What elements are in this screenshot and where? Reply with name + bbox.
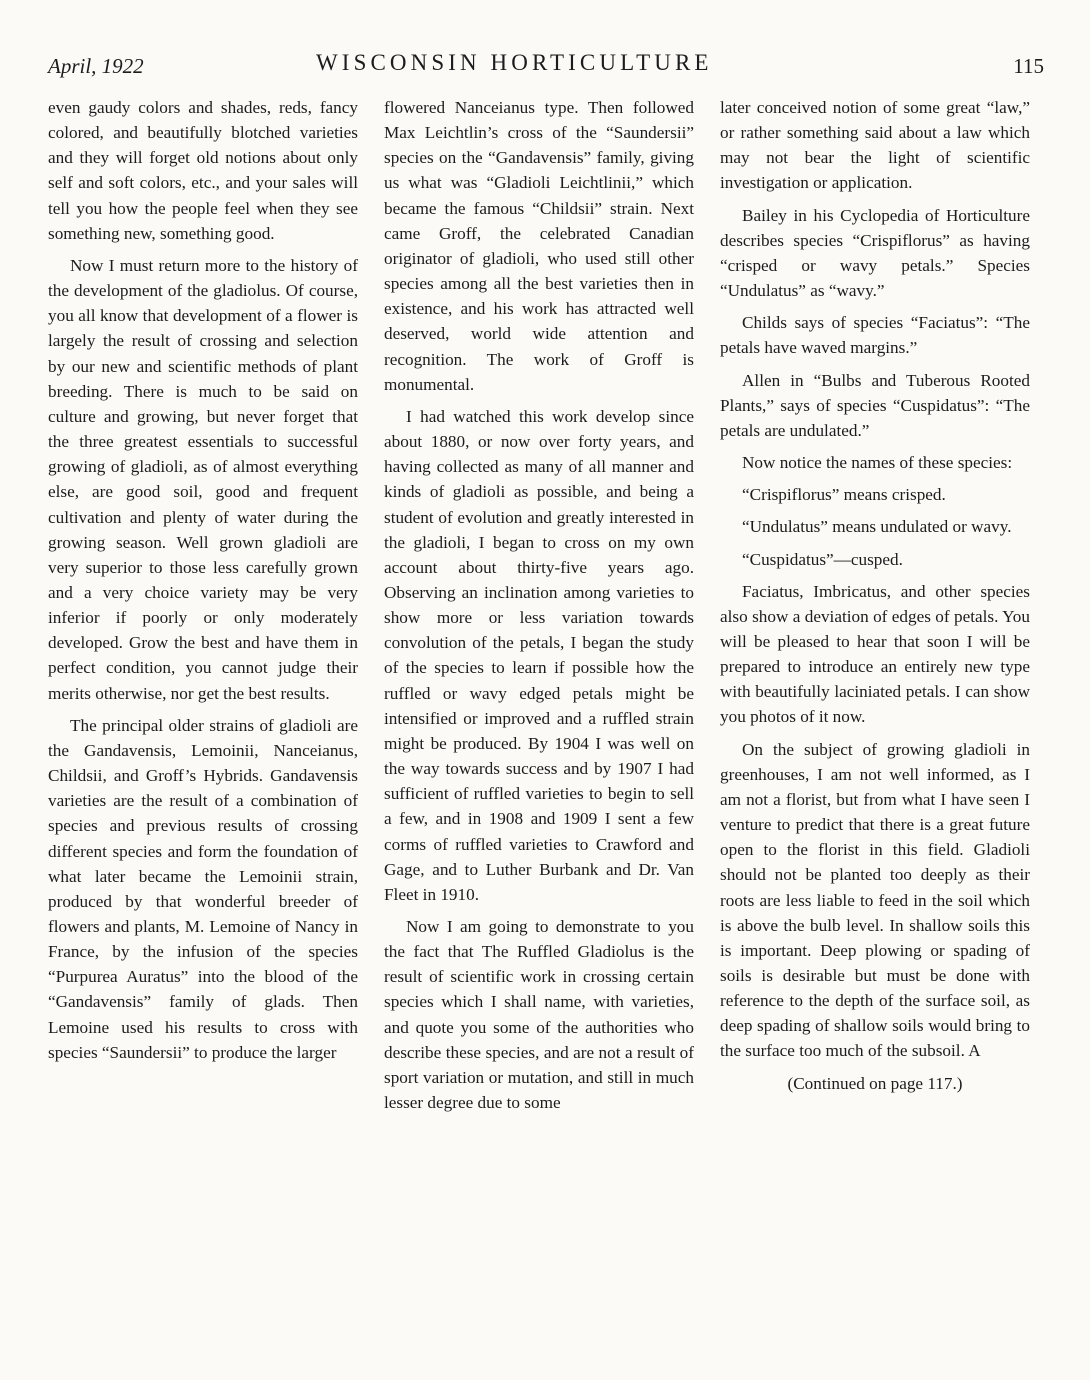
paragraph: Bailey in his Cyclopedia of Horticulture describes species “Crispiflorus” as having “crisped or wavy petals.” Species “Undulatus” as “wavy.” bbox=[720, 205, 1030, 301]
page-number: 115 bbox=[1013, 54, 1044, 78]
paragraph: The principal older strains of gladioli are the Gandavensis, Lemoinii, Nanceianus, Childsii, and Groff’s Hybrids. Gandavensis varieties are the result of a combination of species and previous results of crossing different species and form the foundation of what later became the Lemoinii strain, produced by that wonderful breeder of flowers and plants, M. Lemoine of Nancy in France, by the infusion of the species “Purpurea Auratus” into the blood of the “Gandavensis” family of glads. Then Lemoine used his results to cross with species “Saundersii” to produce the larger bbox=[48, 715, 358, 1062]
issue-date: April, 1922 bbox=[48, 54, 144, 78]
running-head bbox=[48, 50, 1044, 84]
paragraph: flowered Nanceianus type. Then followed Max Leichtlin’s cross of the “Saundersii” species on the “Gandavensis” family, giving us what was “Gladioli Leichtlinii,” which became the famous “Childsii” strain. Next came Groff, the celebrated Canadian originator of gladioli, who used still other species among all the best varieties then in existence, and his work has attracted well deserved, world wide attention and recognition. The work of Groff is monumental. bbox=[384, 98, 694, 394]
paragraph: later conceived notion of some great “law,” or rather something said about a law which may not bear the light of scientific investigation or application. bbox=[720, 98, 1030, 193]
paragraph: Childs says of species “Faciatus”: “The petals have waved margins.” bbox=[720, 313, 1030, 358]
paragraph: “Cuspidatus”—cusped. bbox=[742, 549, 903, 569]
text-column-3 bbox=[720, 95, 1030, 1103]
paragraph: Allen in “Bulbs and Tuberous Rooted Plants,” says of species “Cuspidatus”: “The petals are undulated.” bbox=[720, 370, 1030, 440]
text-column-2 bbox=[384, 95, 694, 1122]
paragraph: Now I must return more to the history of the development of the gladiolus. Of course, you all know that development of a flower is largely the result of crossing and selection by our new and scientific methods of plant breeding. There is much to be said on culture and growing, but never forget that the three greatest essentials to successful growing of gladioli, as of almost everything else, are good soil, good and frequent cultivation and plenty of water during the growing season. Well grown gladioli are very superior to those less carefully grown and a very choice variety may be very inferior if poorly or only moderately developed. Grow the best and have them in perfect condition, you cannot judge their merits otherwise, nor get the best results. bbox=[48, 255, 358, 703]
paragraph: Now notice the names of these species: bbox=[742, 453, 1013, 473]
continued-note: (Continued on page 117.) bbox=[787, 1073, 963, 1093]
paragraph: On the subject of growing gladioli in greenhouses, I am not well informed, as I am not a florist, but from what I have seen I venture to predict that there is a great future open to the florist in this field. Gladioli should not be planted too deeply as their roots are less liable to feed in the soil which is above the bulb level. In shallow soils this is important. Deep plowing or spading of soils is desirable but must be done with reference to the depth of the surface soil, as deep spading of shallow soils would bring to the surface too much of the subsoil. A bbox=[720, 739, 1030, 1061]
paragraph: Now I am going to demonstrate to you the fact that The Ruffled Gladiolus is the result of scientific work in crossing certain species which I shall name, with varieties, and quote you some of the authorities who describe these species, and are not a result of sport variation or mutation, and still in much lesser degree due to some bbox=[384, 917, 694, 1113]
publication-title: WISCONSIN HORTICULTURE bbox=[316, 50, 713, 75]
text-column-1 bbox=[48, 95, 358, 1072]
paragraph: “Crispiflorus” means crisped. bbox=[742, 485, 946, 505]
paragraph: “Undulatus” means undulated or wavy. bbox=[742, 517, 1012, 537]
paragraph: I had watched this work develop since about 1880, or now over forty years, and having collected as many of all manner and kinds of gladioli as possible, and being a student of evolution and greatly interested in the gladioli, I began to cross on my own account about thirty-five years ago. Observing an inclination among varieties to show more or less variation towards convolution of the petals, I began the study of the species to learn if possible how the ruffled or wavy edged petals might be intensified or improved and a ruffled strain might be produced. By 1904 I was well on the way towards success and by 1907 I had sufficient of ruffled varieties to begin to sell a few, and in 1908 and 1909 I sent a few corms of ruffled varieties to Crawford and Gage, and to Luther Burbank and Dr. Van Fleet in 1910. bbox=[384, 406, 694, 904]
paragraph: Faciatus, Imbricatus, and other species also show a deviation of edges of petals. You will be pleased to hear that soon I will be prepared to introduce an entirely new type with beautifully laciniated petals. I can show you photos of it now. bbox=[720, 581, 1030, 727]
paragraph: even gaudy colors and shades, reds, fancy colored, and beautifully blotched varieties and they will forget old notions about only self and soft colors, etc., and your sales will tell you how the people feel when they see something new, something good. bbox=[48, 98, 358, 243]
